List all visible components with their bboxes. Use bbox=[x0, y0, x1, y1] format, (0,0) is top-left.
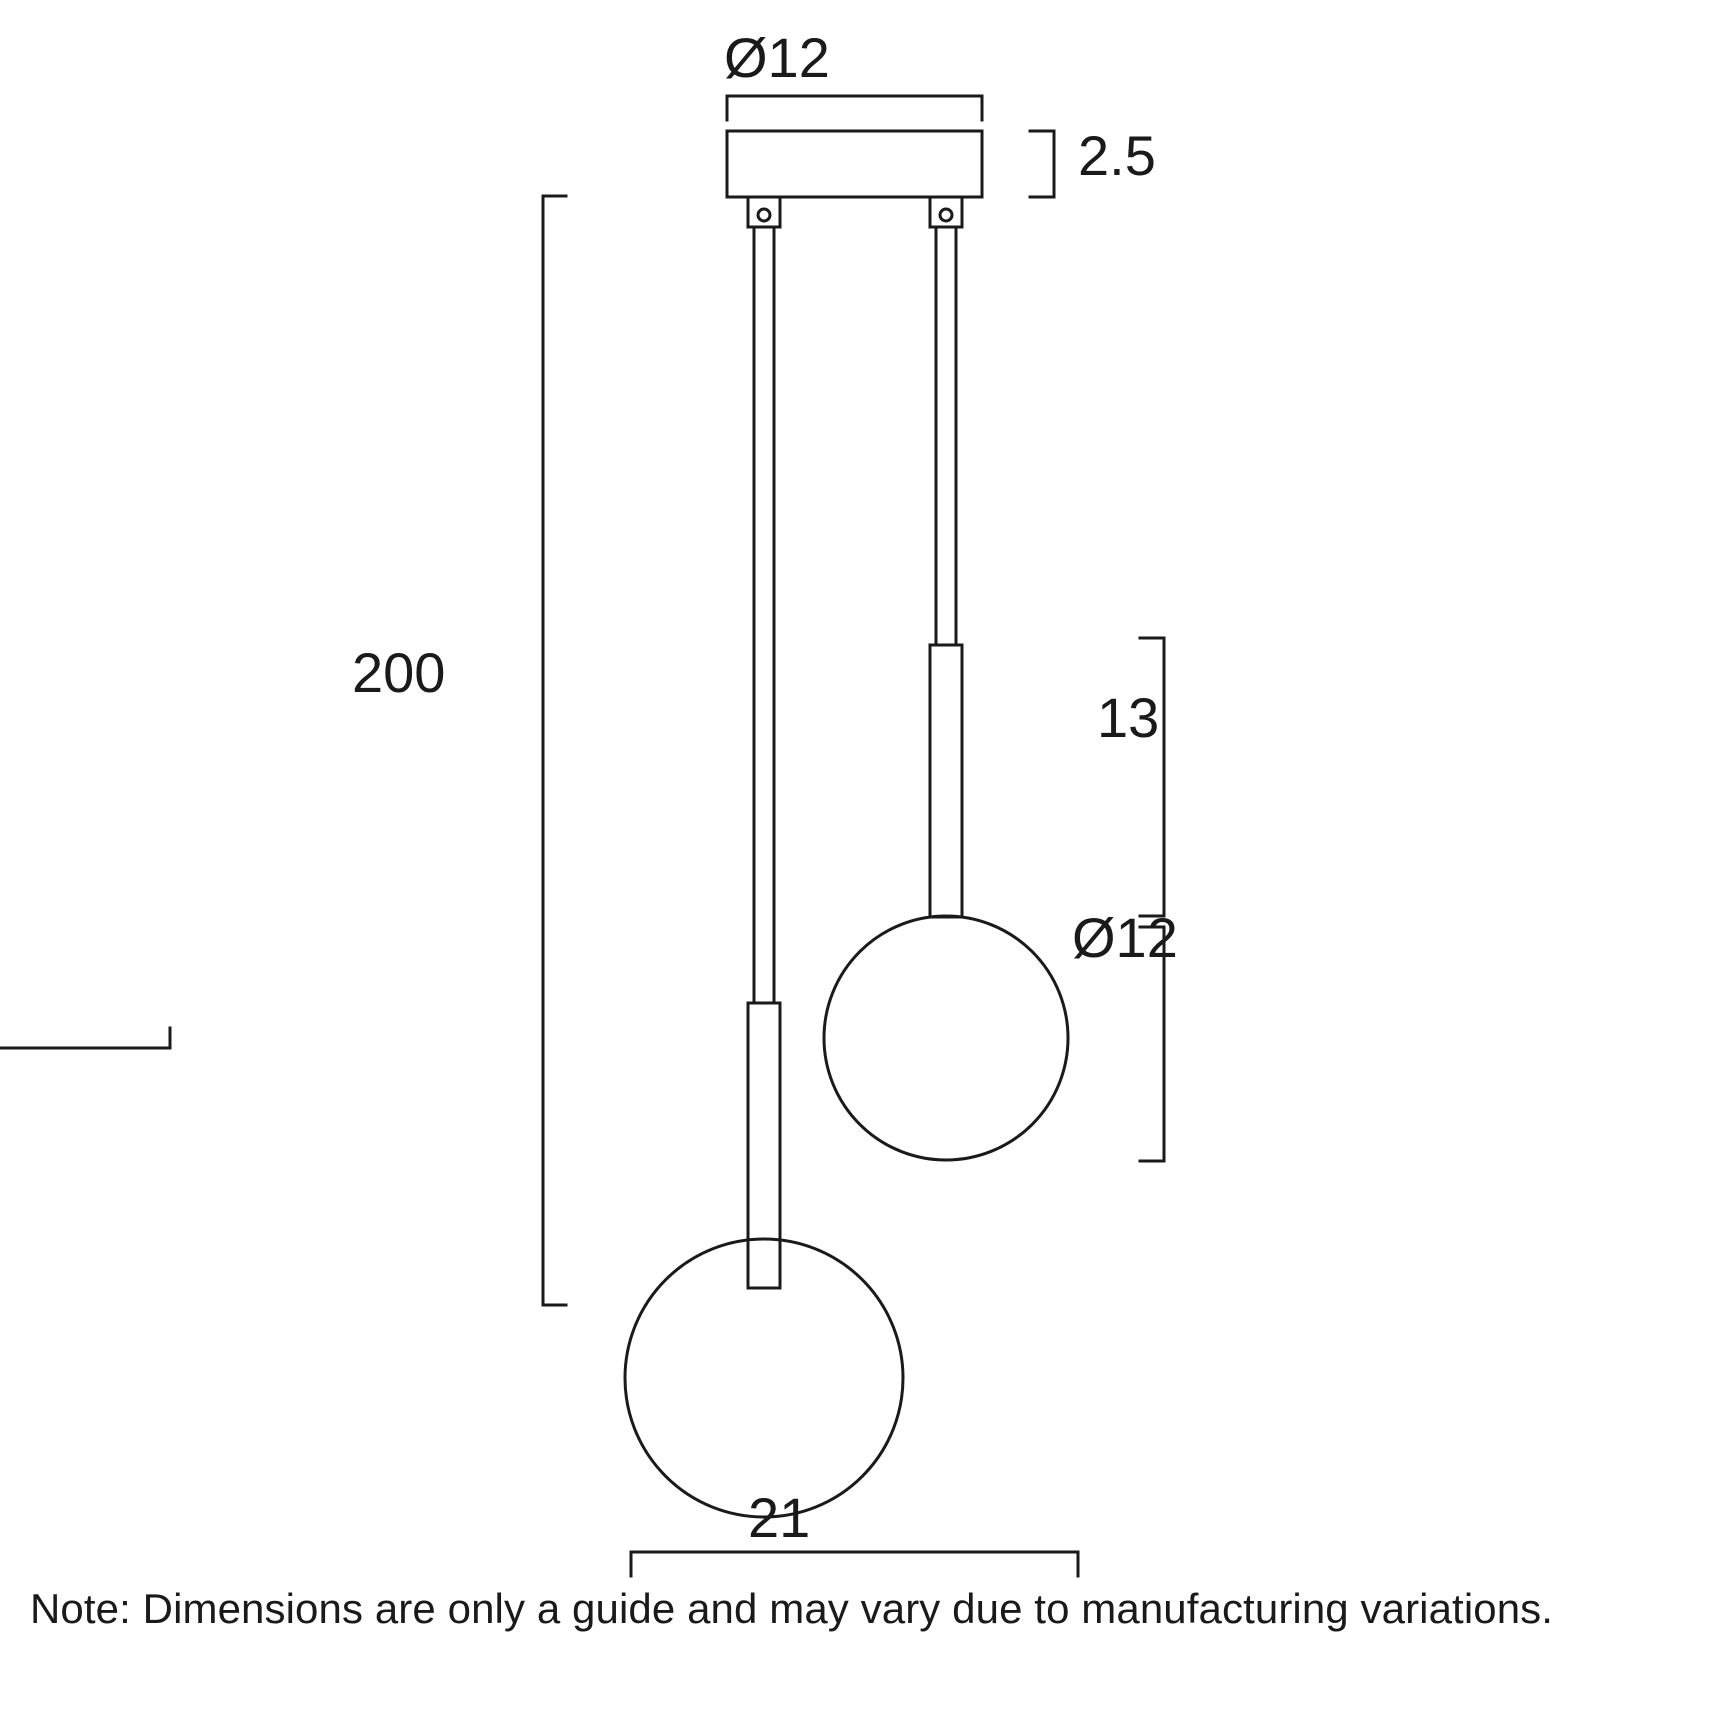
reference-line-left bbox=[0, 1028, 170, 1048]
manufacturing-note: Note: Dimensions are only a guide and may vary due to manufacturing variations. bbox=[30, 1585, 1554, 1632]
suspension-rod-right bbox=[936, 227, 956, 645]
suspension-rod-left bbox=[754, 227, 774, 1003]
label-total-drop: 200 bbox=[352, 641, 446, 704]
ceiling-canopy bbox=[727, 131, 982, 197]
rod-sleeve-right bbox=[930, 645, 962, 917]
dimension-canopy-diameter bbox=[727, 96, 982, 120]
canopy-fitting-left bbox=[748, 197, 780, 227]
label-overall-width: 21 bbox=[748, 1486, 811, 1549]
canopy-fitting-right bbox=[930, 197, 962, 227]
dimension-total-drop bbox=[543, 196, 566, 1305]
rod-sleeve-left bbox=[748, 1003, 780, 1288]
label-canopy-height: 2.5 bbox=[1078, 124, 1156, 187]
label-canopy-diameter: Ø12 bbox=[724, 26, 830, 89]
label-globe-diameter: Ø12 bbox=[1072, 906, 1178, 969]
dimension-stem-length bbox=[1140, 638, 1164, 916]
label-stem-length: 13 bbox=[1097, 686, 1160, 749]
globe-shade-upper bbox=[824, 916, 1068, 1160]
dimension-canopy-height bbox=[1030, 131, 1054, 197]
dimension-overall-width bbox=[631, 1552, 1078, 1576]
globe-shade-lower bbox=[625, 1239, 903, 1517]
